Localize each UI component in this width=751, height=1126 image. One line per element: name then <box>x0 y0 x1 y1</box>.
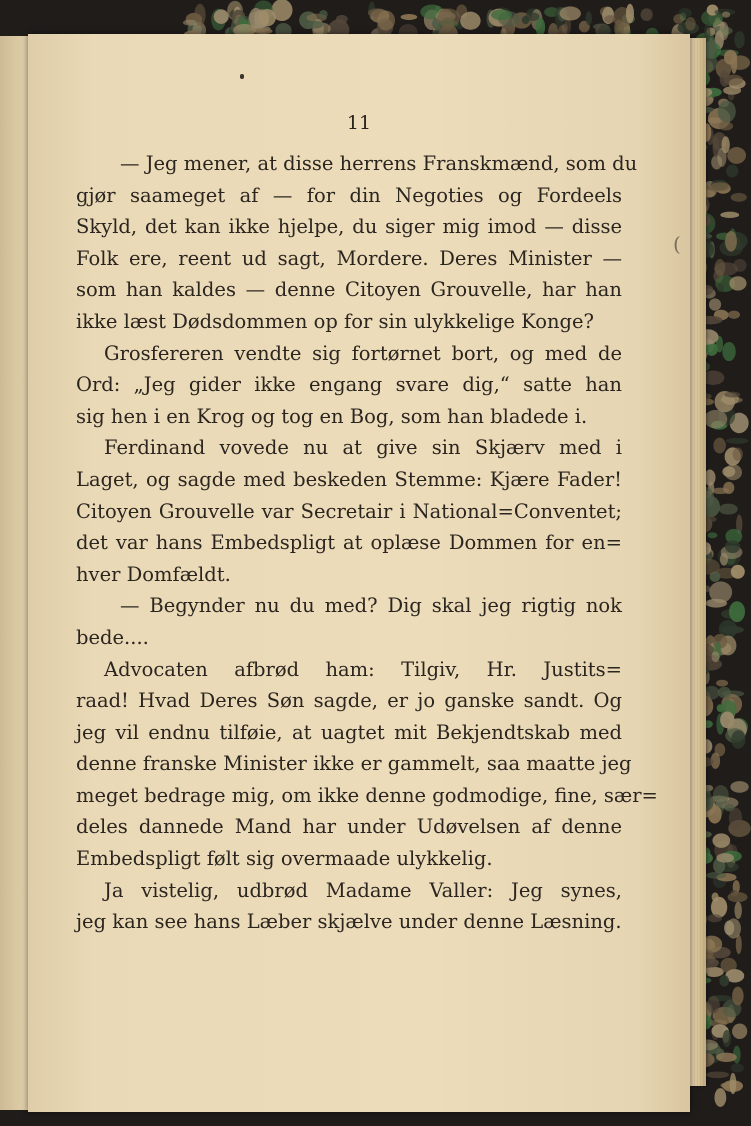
marble-spot <box>719 22 728 41</box>
marble-spot <box>709 298 721 310</box>
marble-spot <box>731 565 745 579</box>
marble-spot <box>727 147 746 164</box>
marble-spot <box>724 50 737 65</box>
marble-spot <box>560 6 581 20</box>
marble-spot <box>704 410 727 429</box>
marble-spot <box>713 438 726 454</box>
marble-spot <box>491 9 512 20</box>
text-line: Advocaten afbrød ham: Tilgiv, Hr. Justits= <box>104 657 622 681</box>
text-line: Folk ere, reent ud sagt, Mordere. Deres Minister — <box>76 246 622 270</box>
marble-spot <box>706 872 726 879</box>
marble-spot <box>214 9 229 24</box>
marble-spot <box>712 833 730 847</box>
marble-spot <box>720 711 734 728</box>
marble-spot <box>306 21 323 29</box>
marble-spot <box>732 1024 747 1039</box>
marble-spot <box>731 193 747 202</box>
text-line: — Jeg mener, at disse herrens Franskmænd, som du <box>120 152 638 175</box>
text-line: ikke læst Dødsdommen op for sin ulykkelige Konge? <box>76 309 594 333</box>
text-line: jeg vil endnu tilføie, at uagtet mit Bekjendtskab med <box>76 720 622 744</box>
text-line: Grosfereren vendte sig fortørnet bort, og med de <box>104 341 622 365</box>
text-line: bede.... <box>76 625 149 649</box>
marble-spot <box>736 935 742 954</box>
text-line: Laget, og sagde med beskeden Stemme: Kjære Fader! <box>76 467 622 491</box>
marble-spot <box>525 12 539 21</box>
marble-spot <box>720 71 730 87</box>
marble-spot <box>711 182 731 191</box>
marble-spot <box>713 785 729 805</box>
marble-spot <box>728 892 748 902</box>
marble-spot <box>718 101 736 123</box>
text-line: det var hans Embedspligt at oplæse Dommen for en= <box>76 531 622 555</box>
marble-spot <box>719 975 729 986</box>
marble-spot <box>711 651 719 662</box>
text-line: gjør saameget af — for din Negoties og Fordeels <box>76 183 622 207</box>
book-page <box>28 34 690 1112</box>
marble-spot <box>194 4 205 26</box>
marble-spot <box>731 1063 744 1072</box>
marble-spot <box>460 12 480 30</box>
marble-spot <box>719 122 733 131</box>
marble-spot <box>732 987 744 1006</box>
ink-speck <box>240 74 244 79</box>
text-line: Ord: „Jeg gider ikke engang svare dig,“ satte han <box>76 373 622 397</box>
marble-spot <box>706 1071 729 1078</box>
marble-spot <box>716 1053 737 1062</box>
text-line: sig hen i en Krog og tog en Bog, som han bladede i. <box>76 404 588 428</box>
marble-spot <box>724 392 740 398</box>
marble-spot <box>728 311 740 319</box>
marble-spot <box>717 284 724 292</box>
page-number: 11 <box>346 112 372 134</box>
marble-spot <box>705 599 727 608</box>
marble-spot <box>707 532 717 538</box>
marble-spot <box>731 730 745 749</box>
marble-spot <box>641 8 653 21</box>
text-line: Citoyen Grouvelle var Secretair i National=Conventet; <box>76 499 622 523</box>
marble-spot <box>725 540 740 553</box>
marble-spot <box>717 704 724 712</box>
marble-spot <box>626 4 634 24</box>
text-line: meget bedrage mig, om ikke denne godmodige, fine, sær= <box>76 783 658 807</box>
marble-spot <box>726 438 749 444</box>
text-line: Skyld, det kan ikke hjelpe, du siger mig imod — disse <box>76 215 622 239</box>
marble-spot <box>733 448 743 461</box>
marble-spot <box>722 342 735 361</box>
marble-spot <box>722 466 735 477</box>
marble-spot <box>685 17 695 31</box>
marble-spot <box>258 9 276 26</box>
text-line: raad! Hvad Deres Søn sagde, er jo ganske sandt. Og <box>76 689 622 713</box>
marble-spot <box>734 31 745 48</box>
marble-spot <box>723 482 734 494</box>
marble-spot <box>726 165 738 178</box>
marble-spot <box>437 9 460 27</box>
marble-spot <box>720 212 739 218</box>
marble-spot <box>730 781 748 793</box>
text-line: — Begynder nu du med? Dig skal jeg rigtig nok <box>120 594 622 618</box>
marble-spot <box>712 892 719 901</box>
marble-spot <box>723 86 741 95</box>
marble-spot <box>733 259 746 272</box>
text-line: Embedspligt følt sig overmaade ulykkelig. <box>76 847 493 871</box>
marble-spot <box>730 1073 737 1094</box>
marble-spot <box>729 601 745 622</box>
marble-spot <box>377 11 395 31</box>
marble-spot <box>707 914 722 922</box>
marble-spot <box>604 15 615 23</box>
marble-spot <box>718 687 731 699</box>
text-line: som han kaldes — denne Citoyen Grouvelle, har han <box>76 278 622 302</box>
marble-spot <box>729 807 742 829</box>
marble-spot <box>729 276 746 290</box>
marble-spot <box>336 15 348 24</box>
text-line: denne franske Minister ikke er gammelt, saa maatte jeg <box>76 752 632 776</box>
marble-spot <box>724 921 734 936</box>
marble-spot <box>734 902 741 919</box>
marble-spot <box>673 14 683 24</box>
text-line: hver Domfældt. <box>76 562 231 586</box>
marble-spot <box>725 231 737 252</box>
marble-spot <box>401 14 418 20</box>
marble-spot <box>319 10 328 19</box>
text-line: Ferdinand vovede nu at give sin Skjærv med i <box>104 436 622 460</box>
marble-spot <box>707 996 720 1013</box>
marble-spot <box>722 1030 731 1047</box>
page-body <box>76 148 658 938</box>
marble-spot <box>585 11 592 25</box>
text-line: Ja vistelig, udbrød Madame Valler: Jeg synes, <box>104 878 622 902</box>
text-line: jeg kan see hans Læber skjælve under denne Læsning. <box>76 910 622 934</box>
marble-spot <box>717 148 726 167</box>
marble-spot <box>714 1088 726 1107</box>
marble-spot <box>716 853 734 863</box>
marble-spot <box>715 259 726 276</box>
text-line: deles dannede Mand har under Udøvelsen af denne <box>76 815 622 839</box>
margin-mark: ( <box>673 232 681 256</box>
marble-spot <box>719 504 738 515</box>
marble-spot <box>722 11 730 17</box>
marble-spot <box>716 680 728 687</box>
